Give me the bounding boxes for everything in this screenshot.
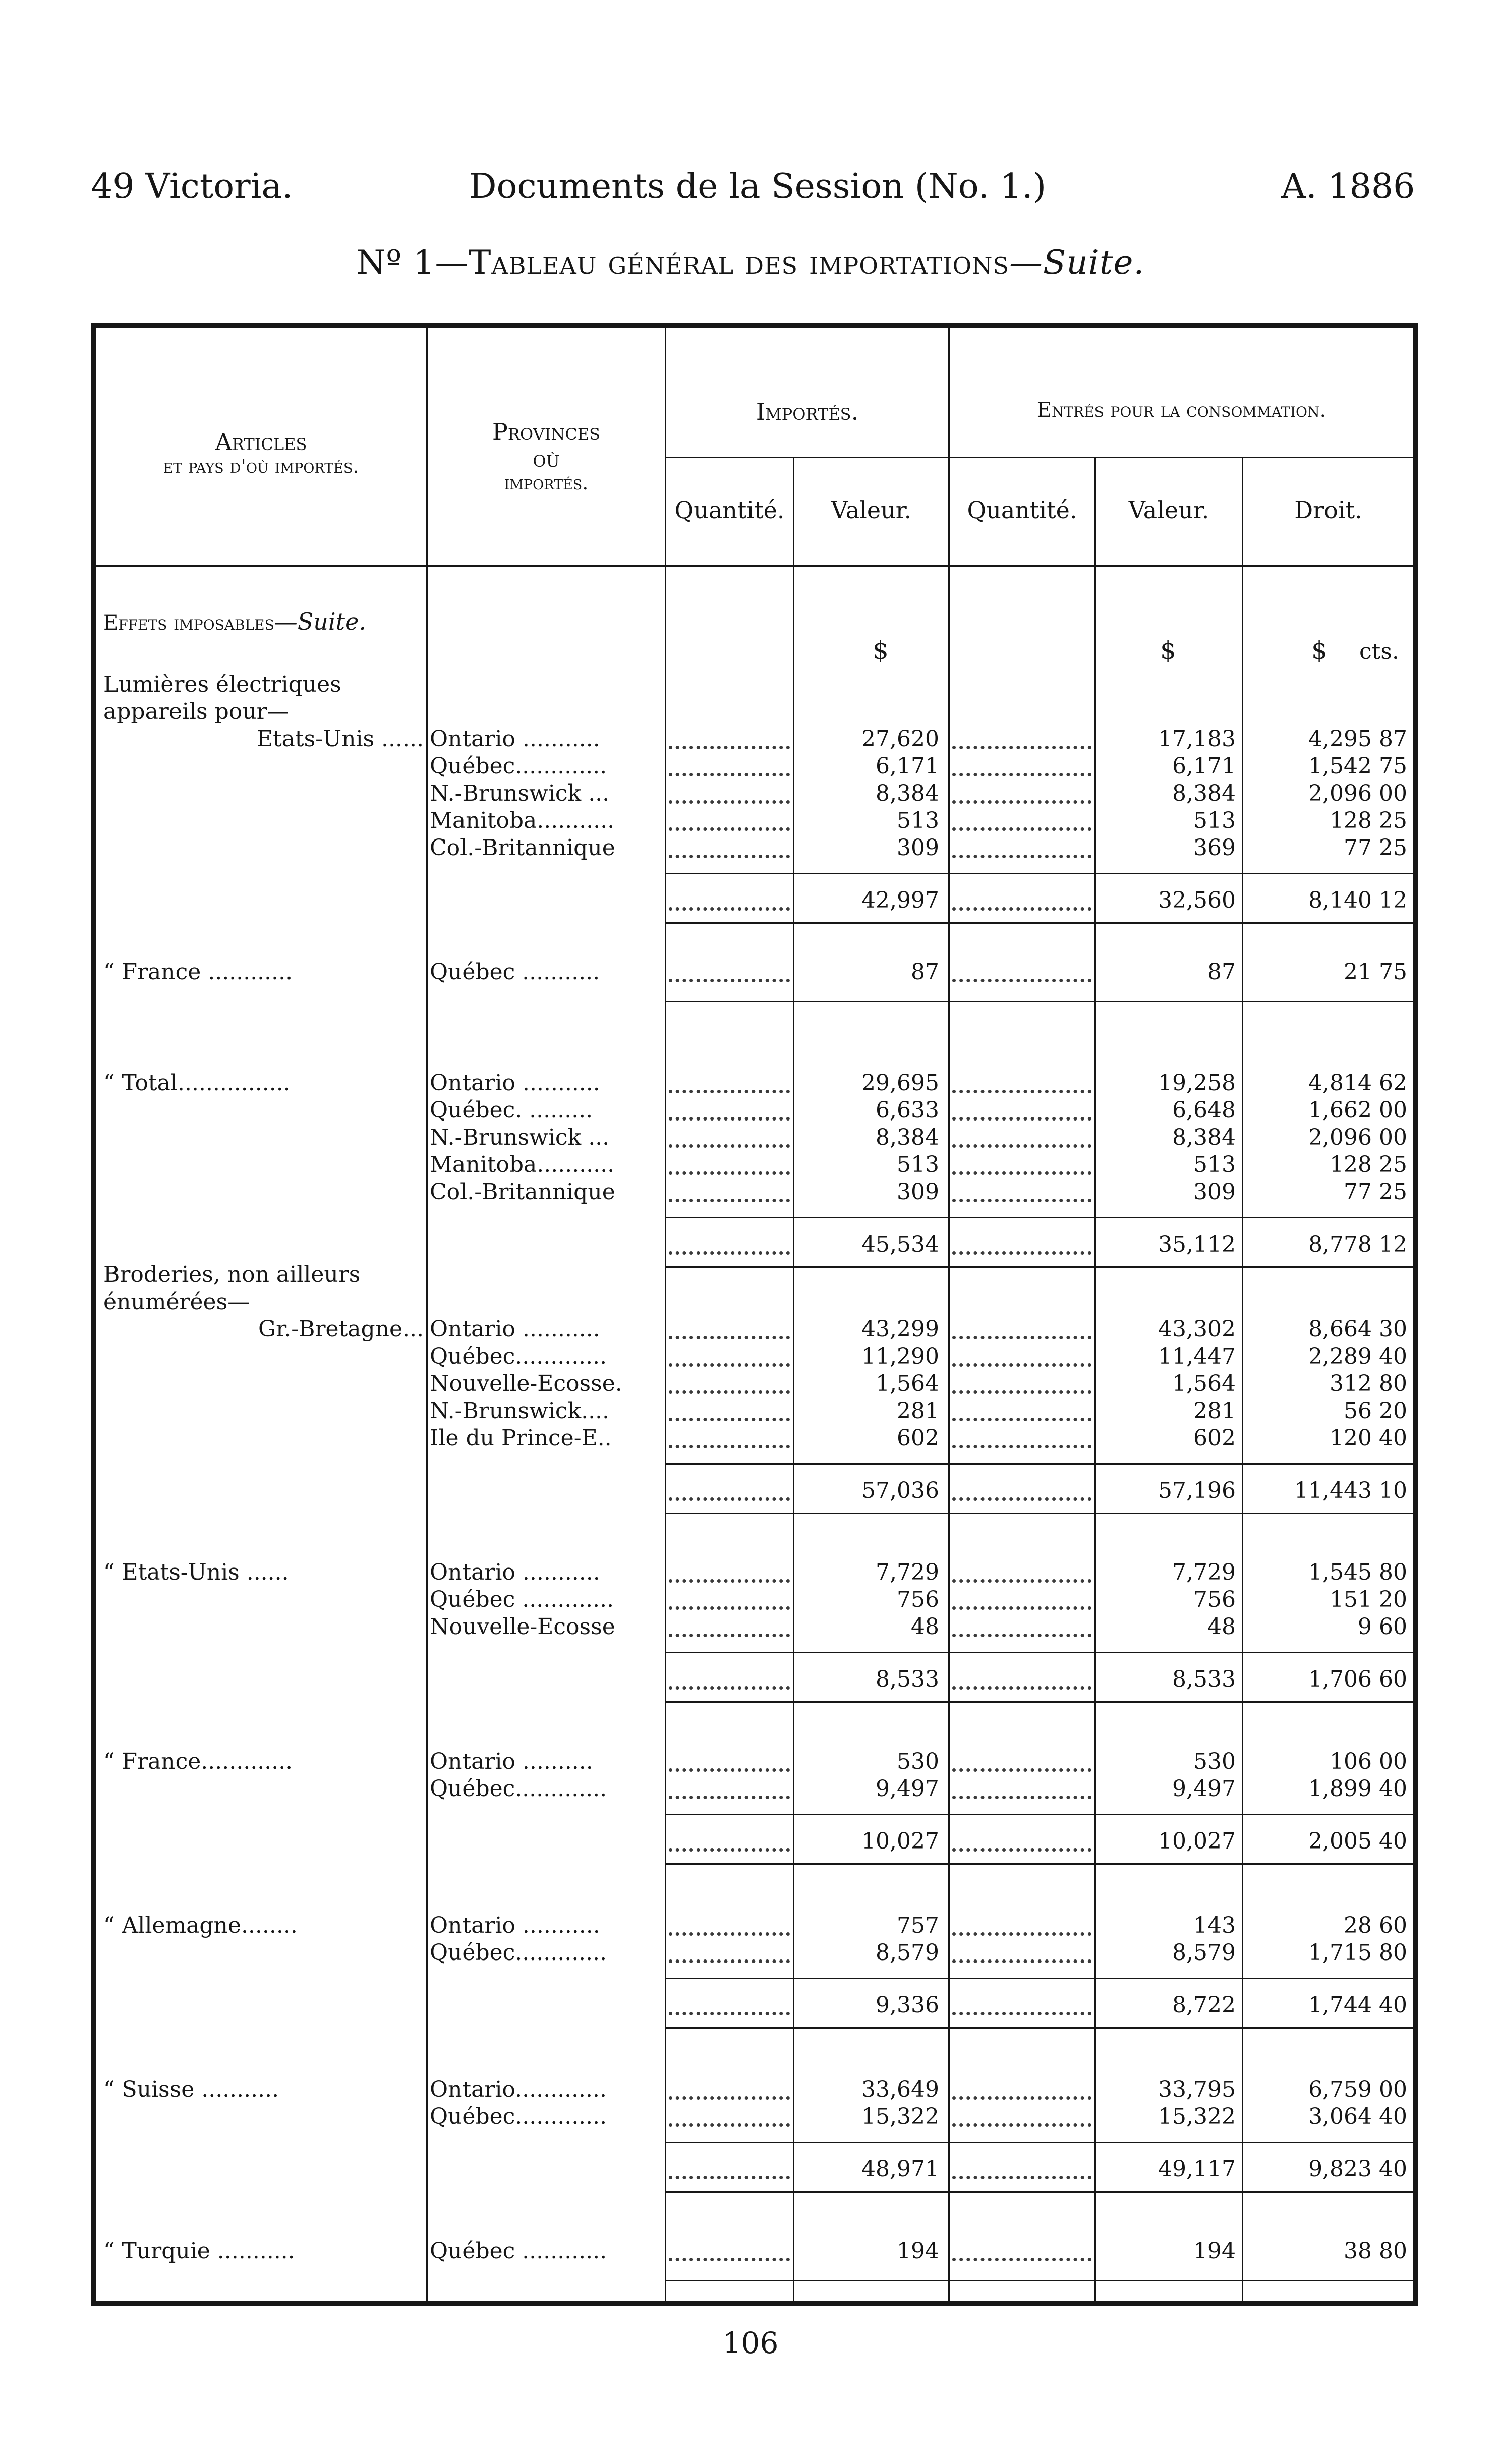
total-quantite-imp-leader: [669, 907, 790, 911]
right-border: [1413, 323, 1418, 2306]
total-valeur-importes: 57,036: [861, 1478, 939, 1503]
valeur-importes: 8,579: [876, 1940, 939, 1966]
table-title-suffix: —Suite.: [1009, 243, 1145, 282]
col-head-droit: Droit.: [1294, 496, 1362, 524]
province-name: N.-Brunswick ...: [430, 1125, 610, 1150]
droit-value: 106 00: [1330, 1749, 1407, 1774]
total-quantite-cons-leader: [952, 907, 1091, 911]
valeur-consommation: 8,384: [1172, 1125, 1236, 1150]
quantite-cons-leader: [952, 855, 1091, 858]
total-droit: 8,140 12: [1308, 887, 1407, 913]
droit-value: 312 80: [1330, 1371, 1407, 1396]
quantite-imp-leader: [669, 2123, 790, 2127]
province-name: Québec.............: [430, 753, 607, 779]
quantite-imp-leader: [669, 2258, 790, 2261]
quantite-imp-leader: [669, 1117, 790, 1121]
block-end-rule: [666, 1863, 1413, 1865]
valeur-consommation: 15,322: [1158, 2104, 1236, 2130]
province-name: Ontario ...........: [430, 1070, 600, 1096]
droit-value: 1,542 75: [1308, 753, 1407, 779]
total-valeur-consommation: 10,027: [1158, 1828, 1236, 1854]
quantite-cons-leader: [952, 1418, 1091, 1421]
valeur-consommation: 33,795: [1158, 2077, 1236, 2102]
valeur-importes: 309: [897, 835, 939, 861]
valeur-consommation: 281: [1193, 1398, 1236, 1424]
valeur-importes: 757: [897, 1913, 939, 1938]
province-name: Québec.............: [430, 1343, 607, 1369]
droit-value: 38 80: [1344, 2238, 1407, 2264]
quantite-cons-leader: [952, 1336, 1091, 1339]
total-quantite-cons-leader: [952, 2012, 1091, 2015]
block-end-rule: [666, 922, 1413, 924]
valeur-consommation: 11,447: [1158, 1343, 1236, 1369]
total-valeur-consommation: 57,196: [1158, 1478, 1236, 1503]
bottom-rule: [91, 2301, 1418, 2306]
total-droit: 2,005 40: [1308, 1828, 1407, 1854]
article-label: “ Total................: [103, 1070, 291, 1096]
droit-value: 28 60: [1344, 1913, 1407, 1938]
total-valeur-consommation: 32,560: [1158, 887, 1236, 913]
droit-value: 8,664 30: [1308, 1316, 1407, 1342]
col-head-valeur-cons: Valeur.: [1128, 496, 1209, 524]
valeur-importes: 15,322: [861, 2104, 939, 2130]
droit-value: 4,814 62: [1308, 1070, 1407, 1096]
subtotal-rule: [666, 1978, 1413, 1979]
col-head-articles-line1: Articles: [215, 428, 307, 456]
valeur-importes: 43,299: [861, 1316, 939, 1342]
col-head-quantite-imp: Quantité.: [674, 496, 785, 524]
valeur-consommation: 369: [1193, 835, 1236, 861]
table-title-prefix: Nº 1—: [356, 243, 469, 282]
subheader-rule: [665, 457, 1413, 458]
quantite-imp-leader: [669, 1199, 790, 1202]
droit-value: 1,715 80: [1308, 1940, 1407, 1966]
subtotal-rule: [666, 2142, 1413, 2143]
province-name: Ontario ...........: [430, 1316, 600, 1342]
quantite-imp-leader: [669, 1171, 790, 1175]
quantite-imp-leader: [669, 1959, 790, 1963]
valeur-importes: 513: [897, 808, 939, 833]
province-name: Col.-Britannique: [430, 835, 615, 861]
subtotal-rule: [666, 1463, 1413, 1465]
quantite-imp-leader: [669, 855, 790, 858]
total-valeur-importes: 10,027: [861, 1828, 939, 1854]
article-label: “ Suisse ...........: [103, 2077, 279, 2102]
quantite-cons-leader: [952, 2096, 1091, 2100]
total-valeur-importes: 8,533: [876, 1666, 939, 1692]
total-valeur-importes: 45,534: [861, 1231, 939, 1257]
article-label: Broderies, non ailleurs: [103, 1262, 361, 1287]
droit-value: 120 40: [1330, 1425, 1407, 1451]
table-title-main: Tableau général des importations: [469, 243, 1009, 282]
quantite-imp-leader: [669, 1418, 790, 1421]
province-name: Ile du Prince-E..: [430, 1425, 612, 1451]
province-name: Nouvelle-Ecosse.: [430, 1371, 622, 1396]
valeur-consommation: 7,729: [1172, 1559, 1236, 1585]
quantite-cons-leader: [952, 1579, 1091, 1583]
droit-value: 128 25: [1330, 1152, 1407, 1178]
subtotal-rule: [666, 873, 1413, 874]
col-divider-valeur-cons: [1242, 458, 1243, 2301]
droit-value: 2,289 40: [1308, 1343, 1407, 1369]
quantite-cons-leader: [952, 1959, 1091, 1963]
total-quantite-cons-leader: [952, 1497, 1091, 1501]
valeur-importes: 87: [911, 959, 939, 985]
province-name: Québec.............: [430, 2104, 607, 2130]
running-header-center: Documents de la Session (No. 1.): [469, 166, 1047, 206]
running-header-left: 49 Victoria.: [91, 166, 293, 206]
province-name: Ontario.............: [430, 2077, 607, 2102]
quantite-cons-leader: [952, 800, 1091, 804]
quantite-imp-leader: [669, 1579, 790, 1583]
quantite-imp-leader: [669, 1144, 790, 1148]
total-quantite-imp-leader: [669, 1686, 790, 1690]
col-divider-provinces: [665, 328, 666, 2301]
valeur-consommation: 6,171: [1172, 753, 1236, 779]
valeur-consommation: 48: [1207, 1614, 1236, 1640]
droit-value: 2,096 00: [1308, 1125, 1407, 1150]
quantite-imp-leader: [669, 800, 790, 804]
article-label: “ Etats-Unis ......: [103, 1559, 289, 1585]
quantite-imp-leader: [669, 1796, 790, 1799]
valeur-importes: 33,649: [861, 2077, 939, 2102]
article-label: “ France.............: [103, 1749, 293, 1774]
valeur-importes: 11,290: [861, 1343, 939, 1369]
unit-valeur-cons: $: [1160, 636, 1176, 665]
province-name: Manitoba...........: [430, 808, 615, 833]
valeur-importes: 513: [897, 1152, 939, 1178]
droit-value: 1,545 80: [1308, 1559, 1407, 1585]
total-valeur-importes: 42,997: [861, 887, 939, 913]
droit-value: 56 20: [1344, 1398, 1407, 1424]
col-head-valeur-imp: Valeur.: [831, 496, 912, 524]
valeur-consommation: 513: [1193, 808, 1236, 833]
col-head-provinces-line3: importés.: [504, 471, 589, 494]
valeur-consommation: 8,384: [1172, 780, 1236, 806]
droit-value: 2,096 00: [1308, 780, 1407, 806]
block-end-rule: [666, 2191, 1413, 2193]
unit-cts: cts.: [1359, 639, 1399, 664]
droit-value: 151 20: [1330, 1587, 1407, 1612]
quantite-cons-leader: [952, 1445, 1091, 1448]
total-droit: 1,706 60: [1308, 1666, 1407, 1692]
col-head-quantite-cons: Quantité.: [967, 496, 1077, 524]
valeur-consommation: 6,648: [1172, 1097, 1236, 1123]
valeur-importes: 7,729: [876, 1559, 939, 1585]
total-droit: 1,744 40: [1308, 1992, 1407, 2018]
block-end-rule: [666, 1001, 1413, 1002]
quantite-cons-leader: [952, 1090, 1091, 1093]
quantite-imp-leader: [669, 746, 790, 749]
quantite-imp-leader: [669, 1090, 790, 1093]
subtotal-rule: [666, 1652, 1413, 1653]
total-valeur-importes: 9,336: [876, 1992, 939, 2018]
total-valeur-consommation: 35,112: [1158, 1231, 1236, 1257]
province-name: Québec ...........: [430, 959, 600, 985]
col-divider-qte-cons: [1094, 458, 1096, 2301]
droit-value: 21 75: [1344, 959, 1407, 985]
province-name: Québec .............: [430, 1587, 614, 1612]
block-end-rule: [666, 2027, 1413, 2029]
header-bottom-rule: [96, 565, 1413, 567]
province-name: Québec ............: [430, 2238, 607, 2264]
article-label: “ France ............: [103, 959, 293, 985]
total-valeur-consommation: 8,533: [1172, 1666, 1236, 1692]
section-heading: [103, 608, 366, 635]
col-divider-articles: [426, 328, 428, 2301]
valeur-consommation: 17,183: [1158, 726, 1236, 752]
droit-value: 6,759 00: [1308, 2077, 1407, 2102]
province-name: Ontario ...........: [430, 726, 600, 752]
quantite-cons-leader: [952, 827, 1091, 831]
province-name: Col.-Britannique: [430, 1179, 615, 1205]
droit-value: 77 25: [1344, 1179, 1407, 1205]
valeur-consommation: 309: [1193, 1179, 1236, 1205]
article-label: Etats-Unis ......: [256, 726, 424, 752]
running-header-right: A. 1886: [1281, 166, 1415, 206]
valeur-consommation: 602: [1193, 1425, 1236, 1451]
quantite-imp-leader: [669, 1336, 790, 1339]
total-quantite-imp-leader: [669, 2176, 790, 2179]
col-head-entres: Entrés pour la consommation.: [1036, 399, 1326, 422]
total-valeur-consommation: 8,722: [1172, 1992, 1236, 2018]
quantite-cons-leader: [952, 746, 1091, 749]
article-label: Lumières électriques: [103, 671, 341, 697]
quantite-cons-leader: [952, 1796, 1091, 1799]
page-number: 106: [722, 2326, 779, 2360]
total-quantite-imp-leader: [669, 1497, 790, 1501]
valeur-consommation: 513: [1193, 1152, 1236, 1178]
total-quantite-cons-leader: [952, 1848, 1091, 1852]
quantite-cons-leader: [952, 1363, 1091, 1367]
col-head-articles-line2: et pays d'où importés.: [163, 455, 359, 477]
quantite-cons-leader: [952, 2258, 1091, 2261]
valeur-consommation: 756: [1193, 1587, 1236, 1612]
total-quantite-cons-leader: [952, 2176, 1091, 2179]
quantite-imp-leader: [669, 1606, 790, 1610]
province-name: Québec.............: [430, 1940, 607, 1966]
quantite-imp-leader: [669, 827, 790, 831]
valeur-importes: 194: [897, 2238, 939, 2264]
col-divider-qte-imp: [793, 458, 794, 2301]
total-valeur-consommation: 49,117: [1158, 2156, 1236, 2182]
valeur-importes: 27,620: [861, 726, 939, 752]
province-name: Nouvelle-Ecosse: [430, 1614, 615, 1640]
article-label: Gr.-Bretagne...: [258, 1316, 424, 1342]
block-end-rule: [666, 2280, 1413, 2281]
total-droit: 9,823 40: [1308, 2156, 1407, 2182]
col-head-articles: [96, 429, 426, 478]
quantite-imp-leader: [669, 1634, 790, 1637]
section-heading-label: Effets imposables: [103, 611, 274, 635]
quantite-imp-leader: [669, 1932, 790, 1936]
table-title: [0, 243, 1501, 282]
unit-droit: $: [1311, 636, 1327, 665]
quantite-imp-leader: [669, 773, 790, 776]
col-divider-importes: [948, 328, 950, 2301]
valeur-importes: 8,384: [876, 1125, 939, 1150]
droit-value: 128 25: [1330, 808, 1407, 833]
valeur-consommation: 1,564: [1172, 1371, 1236, 1396]
quantite-imp-leader: [669, 1390, 790, 1394]
valeur-importes: 8,384: [876, 780, 939, 806]
total-droit: 11,443 10: [1294, 1478, 1407, 1503]
article-label: énumérées—: [103, 1289, 250, 1315]
subtotal-rule: [666, 1217, 1413, 1218]
block-end-rule: [666, 1266, 1413, 1268]
province-name: Manitoba...........: [430, 1152, 615, 1178]
quantite-cons-leader: [952, 1768, 1091, 1772]
valeur-importes: 756: [897, 1587, 939, 1612]
quantite-cons-leader: [952, 1144, 1091, 1148]
quantite-imp-leader: [669, 1445, 790, 1448]
droit-value: 1,662 00: [1308, 1097, 1407, 1123]
valeur-importes: 29,695: [861, 1070, 939, 1096]
total-droit: 8,778 12: [1308, 1231, 1407, 1257]
valeur-consommation: 530: [1193, 1749, 1236, 1774]
quantite-cons-leader: [952, 1199, 1091, 1202]
block-end-rule: [666, 1701, 1413, 1703]
valeur-importes: 281: [897, 1398, 939, 1424]
valeur-importes: 48: [911, 1614, 939, 1640]
quantite-cons-leader: [952, 1932, 1091, 1936]
quantite-imp-leader: [669, 1363, 790, 1367]
province-name: Québec.............: [430, 1776, 607, 1802]
valeur-consommation: 8,579: [1172, 1940, 1236, 1966]
valeur-importes: 6,633: [876, 1097, 939, 1123]
valeur-importes: 530: [897, 1749, 939, 1774]
top-rule: [91, 323, 1418, 328]
quantite-cons-leader: [952, 773, 1091, 776]
droit-value: 9 60: [1358, 1614, 1407, 1640]
droit-value: 4,295 87: [1308, 726, 1407, 752]
province-name: Ontario ..........: [430, 1749, 593, 1774]
unit-valeur-imp: $: [873, 636, 889, 665]
total-quantite-cons-leader: [952, 1686, 1091, 1690]
article-label: “ Turquie ...........: [103, 2238, 295, 2264]
province-name: Ontario ...........: [430, 1559, 600, 1585]
valeur-consommation: 87: [1207, 959, 1236, 985]
quantite-cons-leader: [952, 979, 1091, 982]
quantite-imp-leader: [669, 1768, 790, 1772]
total-quantite-imp-leader: [669, 1848, 790, 1852]
province-name: Québec. .........: [430, 1097, 593, 1123]
province-name: N.-Brunswick....: [430, 1398, 610, 1424]
valeur-importes: 9,497: [876, 1776, 939, 1802]
droit-value: 3,064 40: [1308, 2104, 1407, 2130]
droit-value: 77 25: [1344, 835, 1407, 861]
valeur-importes: 1,564: [876, 1371, 939, 1396]
quantite-cons-leader: [952, 2123, 1091, 2127]
total-valeur-importes: 48,971: [861, 2156, 939, 2182]
col-head-importes: Importés.: [756, 398, 859, 425]
section-heading-suffix: —Suite.: [274, 608, 366, 635]
droit-value: 1,899 40: [1308, 1776, 1407, 1802]
total-quantite-imp-leader: [669, 1251, 790, 1255]
col-head-provinces-line2: où: [533, 444, 560, 472]
quantite-imp-leader: [669, 979, 790, 982]
article-label: “ Allemagne........: [103, 1913, 298, 1938]
quantite-cons-leader: [952, 1171, 1091, 1175]
quantite-imp-leader: [669, 2096, 790, 2100]
valeur-consommation: 43,302: [1158, 1316, 1236, 1342]
valeur-importes: 309: [897, 1179, 939, 1205]
valeur-consommation: 19,258: [1158, 1070, 1236, 1096]
subtotal-rule: [666, 1814, 1413, 1815]
valeur-consommation: 143: [1193, 1913, 1236, 1938]
valeur-consommation: 9,497: [1172, 1776, 1236, 1802]
quantite-cons-leader: [952, 1634, 1091, 1637]
valeur-consommation: 194: [1193, 2238, 1236, 2264]
total-quantite-cons-leader: [952, 1251, 1091, 1255]
article-label: appareils pour—: [103, 699, 290, 724]
total-quantite-imp-leader: [669, 2012, 790, 2015]
col-head-provinces: [428, 419, 665, 494]
valeur-importes: 602: [897, 1425, 939, 1451]
left-border: [91, 323, 96, 2306]
block-end-rule: [666, 1513, 1413, 1514]
valeur-importes: 6,171: [876, 753, 939, 779]
quantite-cons-leader: [952, 1390, 1091, 1394]
col-head-provinces-line1: Provinces: [492, 418, 601, 445]
quantite-cons-leader: [952, 1606, 1091, 1610]
province-name: Ontario ...........: [430, 1913, 600, 1938]
province-name: N.-Brunswick ...: [430, 780, 610, 806]
quantite-cons-leader: [952, 1117, 1091, 1121]
